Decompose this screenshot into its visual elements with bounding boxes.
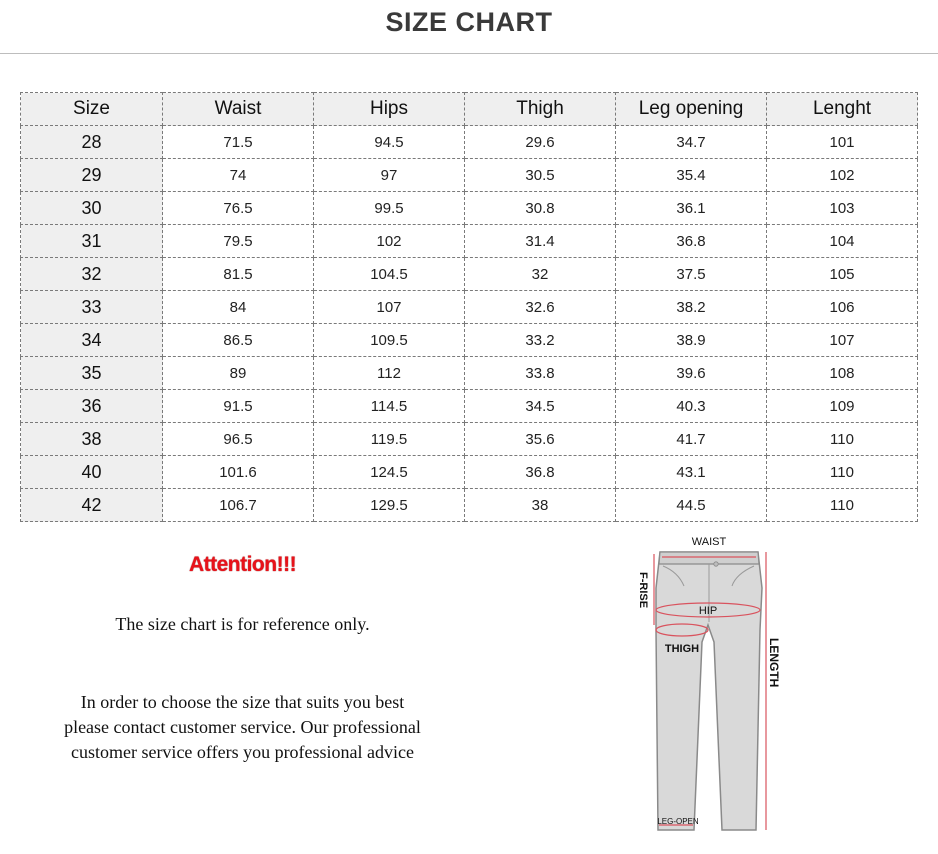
- column-header-waist: Waist: [163, 93, 314, 126]
- cell-leg-opening: 44.5: [616, 489, 767, 522]
- cell-hips: 94.5: [314, 126, 465, 159]
- cell-size: 40: [21, 456, 163, 489]
- cell-length: 110: [767, 489, 918, 522]
- cell-thigh: 31.4: [465, 225, 616, 258]
- cell-thigh: 32: [465, 258, 616, 291]
- cell-waist: 89: [163, 357, 314, 390]
- cell-waist: 96.5: [163, 423, 314, 456]
- cell-length: 109: [767, 390, 918, 423]
- cell-leg-opening: 40.3: [616, 390, 767, 423]
- leg-open-label: LEG-OPEN: [657, 817, 699, 826]
- cell-hips: 119.5: [314, 423, 465, 456]
- waistband: [659, 552, 759, 564]
- cell-leg-opening: 41.7: [616, 423, 767, 456]
- cell-length: 107: [767, 324, 918, 357]
- reference-note: The size chart is for reference only.: [115, 614, 370, 634]
- thigh-label: THIGH: [664, 643, 700, 655]
- cell-waist: 76.5: [163, 192, 314, 225]
- cell-leg-opening: 39.6: [616, 357, 767, 390]
- table-row: [21, 258, 918, 291]
- table-row: [21, 390, 918, 423]
- cell-hips: 114.5: [314, 390, 465, 423]
- cell-length: 105: [767, 258, 918, 291]
- cell-waist: 106.7: [163, 489, 314, 522]
- table-row: [21, 159, 918, 192]
- table-header-row: [21, 93, 918, 126]
- cell-thigh: 33.2: [465, 324, 616, 357]
- table-row: [21, 126, 918, 159]
- f-rise-label: F-RISE: [637, 572, 649, 609]
- pants-measurement-diagram: [630, 530, 785, 840]
- cell-hips: 112: [314, 357, 465, 390]
- cell-length: 104: [767, 225, 918, 258]
- length-label: LENGTH: [767, 638, 781, 688]
- cell-length: 103: [767, 192, 918, 225]
- cell-waist: 71.5: [163, 126, 314, 159]
- cell-waist: 79.5: [163, 225, 314, 258]
- cell-size: 31: [21, 225, 163, 258]
- table-row: [21, 324, 918, 357]
- table-row: [21, 192, 918, 225]
- cell-leg-opening: 43.1: [616, 456, 767, 489]
- hip-label: HIP: [698, 605, 718, 617]
- cell-length: 106: [767, 291, 918, 324]
- cell-waist: 81.5: [163, 258, 314, 291]
- cell-hips: 129.5: [314, 489, 465, 522]
- cell-size: 28: [21, 126, 163, 159]
- cell-leg-opening: 38.2: [616, 291, 767, 324]
- button: [714, 562, 718, 566]
- waist-label: WAIST: [691, 536, 727, 548]
- attention-heading: Attention!!!: [188, 553, 297, 576]
- cell-size: 35: [21, 357, 163, 390]
- cell-waist: 91.5: [163, 390, 314, 423]
- cell-size: 42: [21, 489, 163, 522]
- cell-leg-opening: 36.8: [616, 225, 767, 258]
- cell-thigh: 33.8: [465, 357, 616, 390]
- cell-length: 102: [767, 159, 918, 192]
- cell-hips: 107: [314, 291, 465, 324]
- table-row: [21, 423, 918, 456]
- cell-leg-opening: 37.5: [616, 258, 767, 291]
- cell-hips: 124.5: [314, 456, 465, 489]
- column-header-hips: Hips: [314, 93, 465, 126]
- cell-size: 29: [21, 159, 163, 192]
- table-row: [21, 357, 918, 390]
- cell-size: 33: [21, 291, 163, 324]
- cell-size: 38: [21, 423, 163, 456]
- cell-thigh: 30.5: [465, 159, 616, 192]
- cell-thigh: 38: [465, 489, 616, 522]
- advice-line: please contact customer service. Our professional: [64, 717, 421, 737]
- column-header-leg-opening: Leg opening: [616, 93, 767, 126]
- cell-length: 108: [767, 357, 918, 390]
- cell-thigh: 32.6: [465, 291, 616, 324]
- cell-size: 36: [21, 390, 163, 423]
- advice-line: In order to choose the size that suits you best: [80, 692, 405, 712]
- page-title: SIZE CHART: [385, 7, 553, 37]
- cell-hips: 97: [314, 159, 465, 192]
- cell-hips: 109.5: [314, 324, 465, 357]
- cell-thigh: 36.8: [465, 456, 616, 489]
- table-row: [21, 291, 918, 324]
- advice-note: [20, 690, 465, 765]
- cell-waist: 86.5: [163, 324, 314, 357]
- cell-length: 101: [767, 126, 918, 159]
- cell-thigh: 35.6: [465, 423, 616, 456]
- advice-line: customer service offers you professional advice: [70, 742, 415, 762]
- cell-leg-opening: 35.4: [616, 159, 767, 192]
- cell-waist: 84: [163, 291, 314, 324]
- cell-leg-opening: 34.7: [616, 126, 767, 159]
- table-row: [21, 225, 918, 258]
- cell-length: 110: [767, 456, 918, 489]
- column-header-thigh: Thigh: [465, 93, 616, 126]
- cell-leg-opening: 38.9: [616, 324, 767, 357]
- table-row: [21, 489, 918, 522]
- page-header: [0, 0, 938, 54]
- cell-waist: 74: [163, 159, 314, 192]
- cell-hips: 102: [314, 225, 465, 258]
- cell-thigh: 34.5: [465, 390, 616, 423]
- column-header-length: Lenght: [767, 93, 918, 126]
- cell-hips: 99.5: [314, 192, 465, 225]
- cell-size: 34: [21, 324, 163, 357]
- size-chart-table: [20, 92, 918, 522]
- cell-thigh: 30.8: [465, 192, 616, 225]
- table-row: [21, 456, 918, 489]
- cell-size: 30: [21, 192, 163, 225]
- pants-diagram-svg: [630, 530, 785, 840]
- cell-leg-opening: 36.1: [616, 192, 767, 225]
- cell-length: 110: [767, 423, 918, 456]
- cell-thigh: 29.6: [465, 126, 616, 159]
- cell-waist: 101.6: [163, 456, 314, 489]
- cell-size: 32: [21, 258, 163, 291]
- column-header-size: Size: [21, 93, 163, 126]
- cell-hips: 104.5: [314, 258, 465, 291]
